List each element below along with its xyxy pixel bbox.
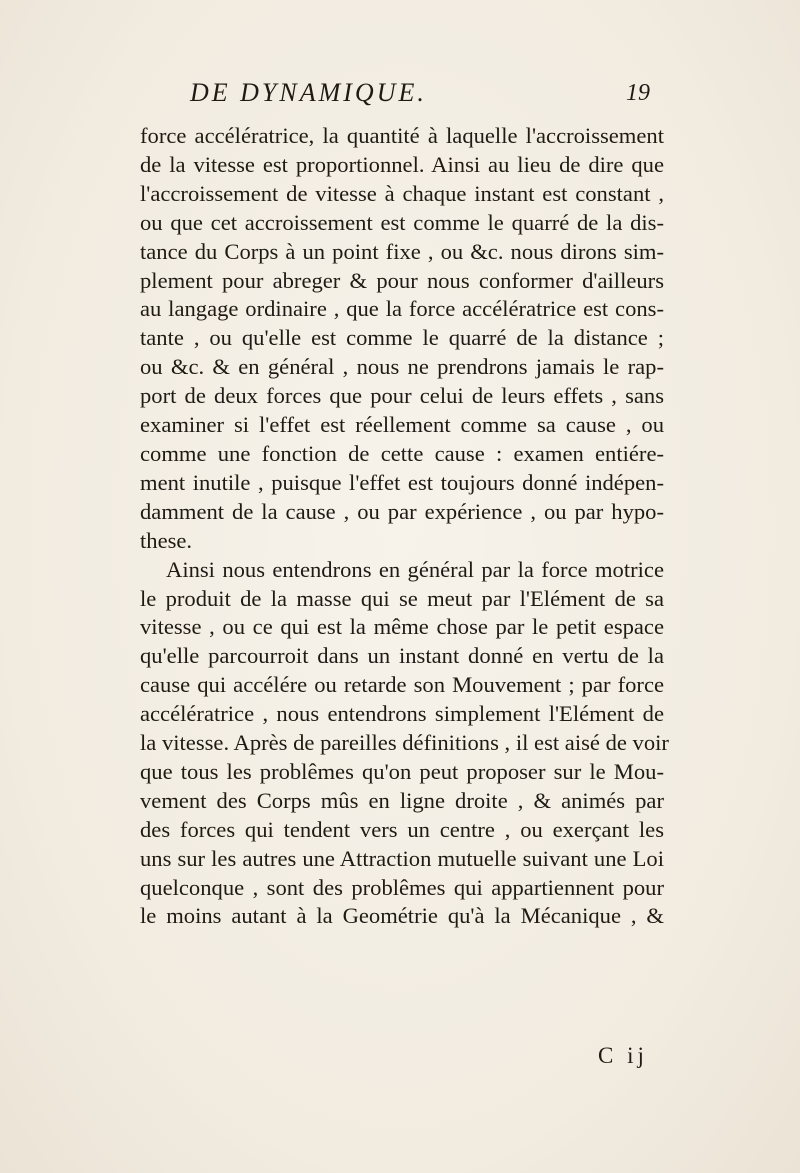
text-line: que tous les problêmes qu'on peut proposer sur le Mou- [140,758,664,784]
text-line: Ainsi nous entendrons en général par la force motrice [166,556,664,582]
text-line: cause qui accélére ou retarde son Mouvement ; par force [140,672,664,698]
text-line: le moins autant à la Geométrie qu'à la Mécanique , & [140,903,664,929]
text-line: vement des Corps mûs en ligne droite , & animés par [140,787,664,813]
text-line: ment inutile , puisque l'effet est toujours donné indépen- [140,469,664,495]
text-line: damment de la cause , ou par expérience , ou par hypo- [140,498,664,524]
text-line: la vitesse. Après de pareilles définitions , il est aisé de voir [140,730,669,756]
text-line: comme une fonction de cette cause : examen entiére- [140,440,664,466]
text-line: plement pour abreger & pour nous conformer d'ailleurs [140,267,664,293]
text-line: le produit de la masse qui se meut par l'Elément de sa [140,585,664,611]
paragraph-1 [140,122,664,556]
text-line: tante , ou qu'elle est comme le quarré de la distance ; [140,325,664,351]
text-line: force accélératrice, la quantité à laquelle l'accroissement [140,123,664,148]
text-line: des forces qui tendent vers un centre , ou exerçant les [140,816,664,842]
text-line: ou que cet accroissement est comme le quarré de la dis- [140,209,664,235]
text-line: vitesse , ou ce qui est la même chose par le petit espace [140,614,664,640]
body-text [140,122,669,931]
running-title: DE DYNAMIQUE. [190,78,427,107]
signature-mark: C ij [598,1043,648,1068]
text-line: examiner si l'effet est réellement comme sa cause , ou [140,412,664,438]
page-number: 19 [626,80,650,106]
text-line: au langage ordinaire , que la force accélératrice est cons- [140,296,664,322]
page-header [190,78,650,118]
paragraph-2 [140,556,669,932]
text-line: port de deux forces que pour celui de leurs effets , sans [140,383,664,409]
text-line: de la vitesse est proportionnel. Ainsi au lieu de dire que [140,151,664,177]
text-line: accélératrice , nous entendrons simplement l'Elément de [140,701,664,727]
text-line: l'accroissement de vitesse à chaque instant est constant , [140,180,664,206]
text-line: tance du Corps à un point fixe , ou &c. nous dirons sim- [140,238,664,264]
text-line: quelconque , sont des problêmes qui appartiennent pour [140,874,664,900]
text-line: these. [140,527,193,553]
text-line: ou &c. & en général , nous ne prendrons jamais le rap- [140,354,664,380]
text-line: uns sur les autres une Attraction mutuelle suivant une Loi [140,845,664,871]
text-line: qu'elle parcourroit dans un instant donné en vertu de la [140,643,664,669]
